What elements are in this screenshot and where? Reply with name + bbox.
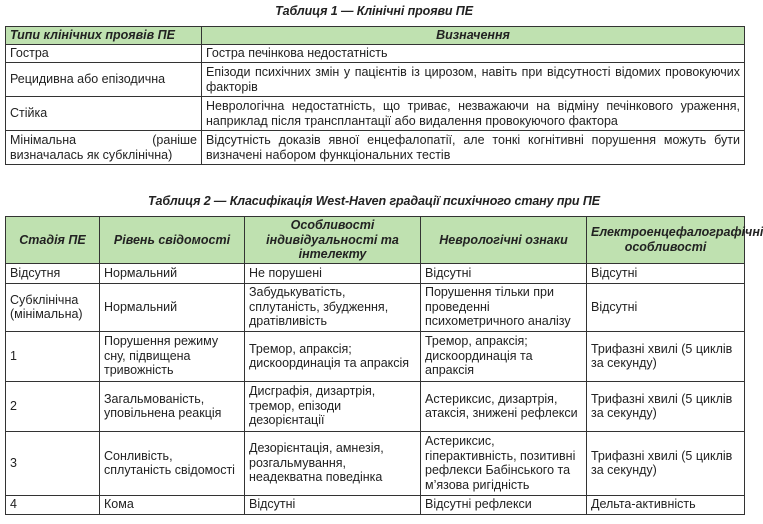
table-cell: Відсутні: [587, 263, 745, 283]
table-cell: Дезорієнтація, амнезія, розгальмування, неадекватна поведінка: [245, 431, 421, 495]
table-cell: Відсутні: [587, 283, 745, 331]
table-cell: Трифазні хвилі (5 циклів за секунду): [587, 431, 745, 495]
table-cell: Дельта-активність: [587, 495, 745, 514]
table-cell: Відсутні рефлекси: [421, 495, 587, 514]
table-cell: Рецидивна або епізодична: [6, 63, 202, 97]
table-cell: Стійка: [6, 97, 202, 131]
table1-caption: Таблиця 1 — Клінічні прояви ПЕ: [275, 4, 473, 18]
table-cell: Нормальний: [100, 263, 245, 283]
table-cell: Тремор, апраксія; дискоординація та апраксія: [421, 331, 587, 381]
table-cell: 2: [6, 381, 100, 431]
table-cell: Неврологічна недостатність, що триває, незважаючи на відміну печінкового ураження, наприклад після трансплантації або видалення провокуючого фактора: [202, 97, 745, 131]
table-cell: Порушення тільки при проведенні психометричного аналізу: [421, 283, 587, 331]
column-header-personality: Особливості індивідуальності та інтелекту: [245, 217, 421, 264]
table-cell: Астериксис, дизартрія, атаксія, знижені рефлекси: [421, 381, 587, 431]
column-header-eeg: Електроенцефалографічні особливості: [587, 217, 745, 264]
table-row: [6, 331, 745, 381]
table-cell: Відсутні: [245, 495, 421, 514]
table-row: [6, 431, 745, 495]
column-header-neuro-signs: Неврологічні ознаки: [421, 217, 587, 264]
table-header-row: [6, 217, 745, 264]
table-cell: Нормальний: [100, 283, 245, 331]
table-row: [6, 381, 745, 431]
table-cell: Сонливість, сплутаність свідомості: [100, 431, 245, 495]
table-cell: Мінімальна (раніше визначалась як субклінічна): [6, 131, 202, 165]
table-row: [6, 63, 745, 97]
clinical-manifestations-table: [5, 26, 745, 165]
table-cell: Субклінічна (мінімальна): [6, 283, 100, 331]
west-haven-classification-table: [5, 216, 763, 515]
table-cell: 4: [6, 495, 100, 514]
column-header-types: Типи клінічних проявів ПЕ: [6, 27, 202, 45]
table-cell: Відсутні: [421, 263, 587, 283]
table2-caption: Таблиця 2 — Класифікація West-Haven градації психічного стану при ПЕ: [148, 194, 600, 208]
table-cell: Не порушені: [245, 263, 421, 283]
table-row: [6, 45, 745, 63]
table-cell: Кома: [100, 495, 245, 514]
table-cell: Забудькуватість, сплутаність, збудження, дратівливість: [245, 283, 421, 331]
table-row: [6, 97, 745, 131]
table-cell: Загальмованість, уповільнена реакція: [100, 381, 245, 431]
table-cell: Порушення режиму сну, підвищена тривожність: [100, 331, 245, 381]
table-cell: Трифазні хвилі (5 циклів за секунду): [587, 331, 745, 381]
table-row: [6, 283, 745, 331]
table-cell: Трифазні хвилі (5 циклів за секунду): [587, 381, 745, 431]
column-header-consciousness: Рівень свідомості: [100, 217, 245, 264]
table-cell: Епізоди психічних змін у пацієнтів із цирозом, навіть при відсутності відомих провокуючих факторів: [202, 63, 745, 97]
table-cell: 3: [6, 431, 100, 495]
table-row: [6, 131, 745, 165]
table-cell: Відсутність доказів явної енцефалопатії, але тонкі когнітивні порушення можуть бути визначені набором функціональних тестів: [202, 131, 745, 165]
table-row: [6, 495, 745, 514]
table-row: [6, 263, 745, 283]
column-header-definition: Визначення: [202, 27, 745, 45]
table-header-row: [6, 27, 745, 45]
table-cell: Відсутня: [6, 263, 100, 283]
table-cell: Астериксис, гіперактивність, позитивні рефлекси Бабінського та м’язова ригідність: [421, 431, 587, 495]
table-cell: Гостра печінкова недостатність: [202, 45, 745, 63]
table-cell: Гостра: [6, 45, 202, 63]
table-cell: Тремор, апраксія; дискоординація та апраксія: [245, 331, 421, 381]
table-cell: 1: [6, 331, 100, 381]
table-cell: Дисграфія, дизартрія, тремор, епізоди дезорієнтації: [245, 381, 421, 431]
column-header-stage: Стадія ПЕ: [6, 217, 100, 264]
